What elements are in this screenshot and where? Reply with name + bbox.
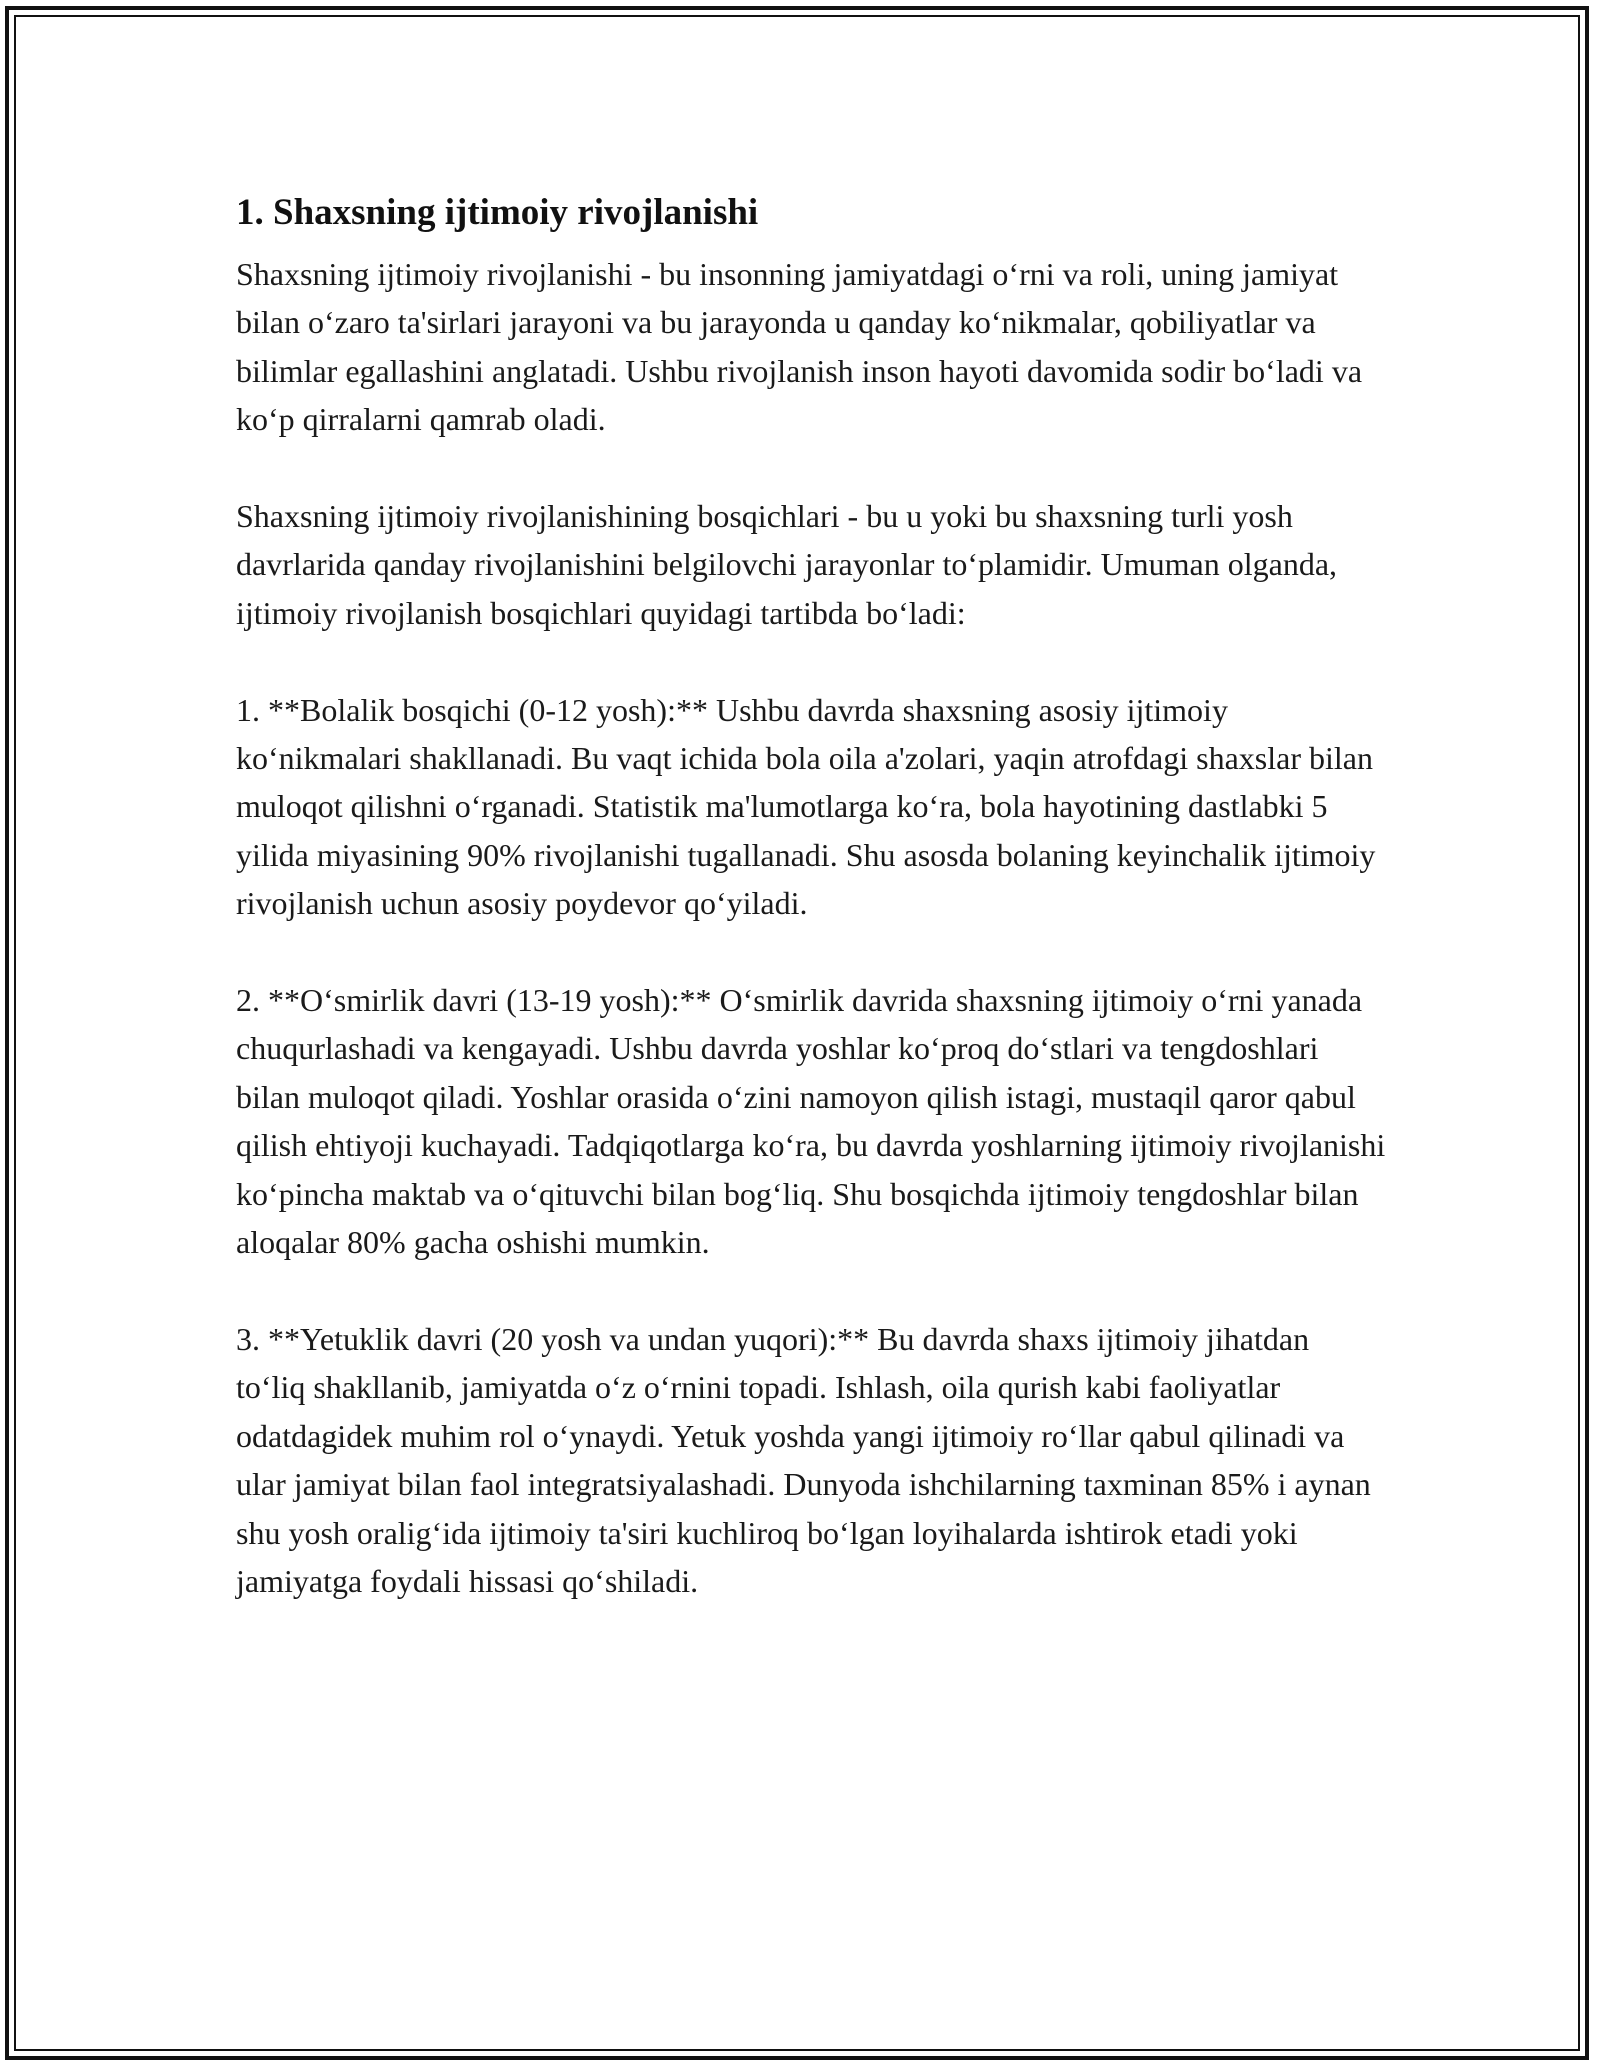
paragraph-intro: Shaxsning ijtimoiy rivojlanishi - bu insonning jamiyatdagi o‘rni va roli, uning jamiyat bilan o‘zaro ta'sirlari jarayoni va bu jarayonda u qanday ko‘nikmalar, qobiliyatlar va bilimlar egallashini anglatadi. Ushbu rivojlanish inson hayoti davomida sodir bo‘ladi va ko‘p qirralarni qamrab oladi. [236,256,1363,438]
section-heading: 1. Shaxsning ijtimoiy rivojlanishi [236,192,759,233]
document-body [236,186,1386,1654]
paragraph-adulthood-stage: 3. **Yetuklik davri (20 yosh va undan yuqori):** Bu davrda shaxs ijtimoiy jihatdan to‘liq shakllanib, jamiyatda o‘z o‘rnini topadi. Ishlash, oila qurish kabi faoliyatlar odatdagidek muhim rol o‘ynaydi. Yetuk yoshda yangi ijtimoiy ro‘llar qabul qilinadi va ular jamiyat bilan faol integratsiyalashadi. Dunyoda ishchilarning taxminan 85% i aynan shu yosh oralig‘ida ijtimoiy ta'siri kuchliroq bo‘lgan loyihalarda ishtirok etadi yoki jamiyatga foydali hissasi qo‘shiladi. [236,1320,1371,1599]
paragraph-childhood-stage: 1. **Bolalik bosqichi (0-12 yosh):** Ushbu davrda shaxsning asosiy ijtimoiy ko‘nikmalari shakllanadi. Bu vaqt ichida bola oila a'zolari, yaqin atrofdagi shaxslar bilan muloqot qilishni o‘rganadi. Statistik ma'lumotlarga ko‘ra, bola hayotining dastlabki 5 yilida miyasining 90% rivojlanishi tugallanadi. Shu asosda bolaning keyinchalik ijtimoiy rivojlanish uchun asosiy poydevor qo‘yiladi. [236,691,1376,922]
paragraph-adolescence-stage: 2. **O‘smirlik davri (13-19 yosh):** O‘smirlik davrida shaxsning ijtimoiy o‘rni yanada chuqurlashadi va kengayadi. Ushbu davrda yoshlar ko‘proq do‘stlari va tengdoshlari bilan muloqot qiladi. Yoshlar orasida o‘zini namoyon qilish istagi, mustaqil qaror qabul qilish ehtiyoji kuchayadi. Tadqiqotlarga ko‘ra, bu davrda yoshlarning ijtimoiy rivojlanishi ko‘pincha maktab va o‘qituvchi bilan bog‘liq. Shu bosqichda ijtimoiy tengdoshlar bilan aloqalar 80% gacha oshishi mumkin. [236,982,1386,1261]
paragraph-stages-overview: Shaxsning ijtimoiy rivojlanishining bosqichlari - bu u yoki bu shaxsning turli yosh davrlarida qanday rivojlanishini belgilovchi jarayonlar to‘plamidir. Umuman olganda, ijtimoiy rivojlanish bosqichlari quyidagi tartibda bo‘ladi: [236,498,1338,631]
